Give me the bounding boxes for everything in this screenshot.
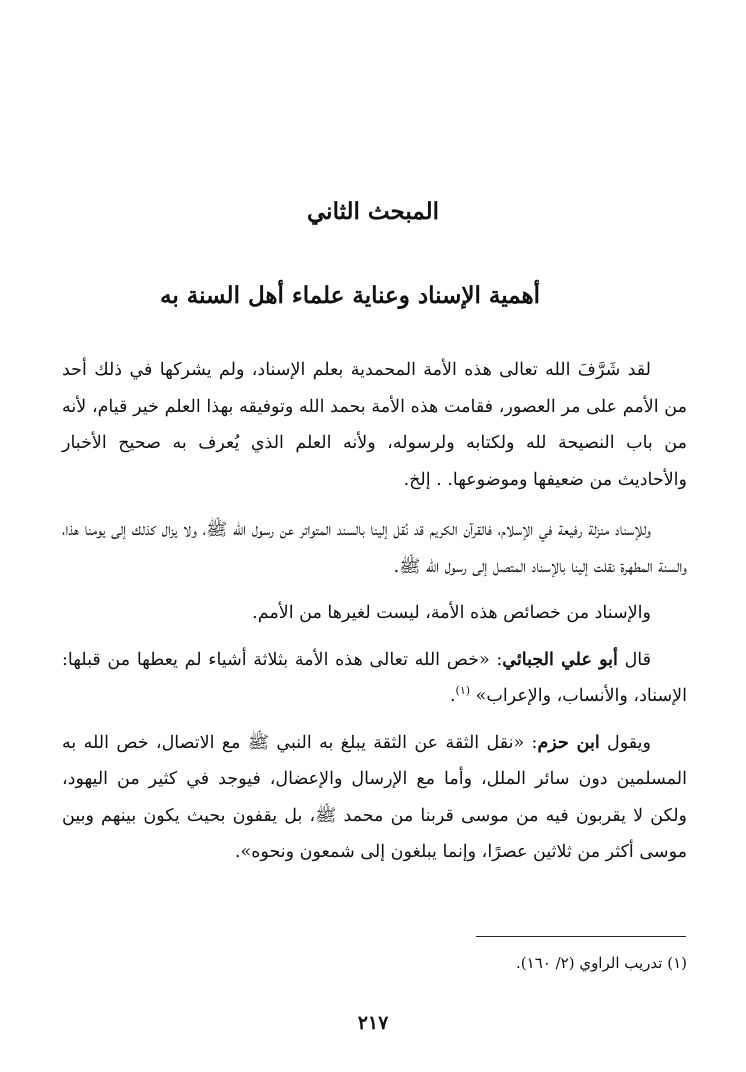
quote-prefix: قال: [617, 649, 651, 670]
quote-paragraph-jubbai: [62, 642, 687, 715]
quote-text: : «نقل الثقة عن الثقة يبلغ به النبي ﷺ مع الاتصال، خص الله به المسلمين دون سائر الملل، وأما مع الإرسال والإعضال، فيوجد في كثير من اليهود، ولكن لا يقربون فيه من موسى قربنا من محمد ﷺ، بل يقفون بحيث يكون بينهم وبين موسى أكثر من ثلاثين عصرًا، وإنما يبلغون إلى شمعون ونحوه».: [62, 732, 687, 862]
footnote-divider: [476, 936, 686, 937]
section-title: أهمية الإسناد وعناية علماء أهل السنة به: [160, 282, 540, 309]
page-number: ٢١٧: [357, 1012, 389, 1034]
footnote: (١) تدريب الراوي (٢/ ١٦٠).: [516, 954, 687, 972]
quote-paragraph-ibn-hazm: [62, 725, 687, 871]
paragraph-3: والإسناد من خصائص هذه الأمة، ليست لغيرها من الأمم.: [252, 603, 651, 623]
quote-suffix: .: [449, 686, 456, 706]
paragraph-2: وللإسناد منزلة رفيعة في الإسلام، فالقرآن الكريم قد نُقل إلينا بالسند المتواتر عن رسول الله ﷺ، ولا يزال كذلك إلى يومنا هذا، والسنة المطهرة نقلت إلينا بالإسناد المتصل إلى رسول الله ﷺ.: [62, 520, 687, 577]
quote-prefix: ويقول: [599, 732, 651, 753]
paragraph-1: لقد شَرَّفَ الله تعالى هذه الأمة المحمدية بعلم الإسناد، ولم يشركها في ذلك أحد من الأمم على مر العصور، فقامت هذه الأمة بحمد الله وتوفيقه بهذا العلم خير قيام، لأنه من باب النصيحة لله ولكتابه ولرسوله، ولأنه العلم الذي يُعرف به صحيح الأخبار والأحاديث من ضعيفها وموضوعها. . إلخ.: [62, 360, 687, 490]
speaker-name: ابن حزم: [537, 732, 600, 753]
footnote-reference[interactable]: (١): [455, 684, 471, 698]
speaker-name: أبو علي الجبائي: [502, 649, 618, 670]
chapter-title: المبحث الثاني: [307, 198, 439, 225]
body-text: [62, 352, 687, 881]
quote-text: : «خص الله تعالى هذه الأمة بثلاثة أشياء لم يعطها من قبلها: الإسناد، والأنساب، والإعراب»: [62, 649, 687, 706]
